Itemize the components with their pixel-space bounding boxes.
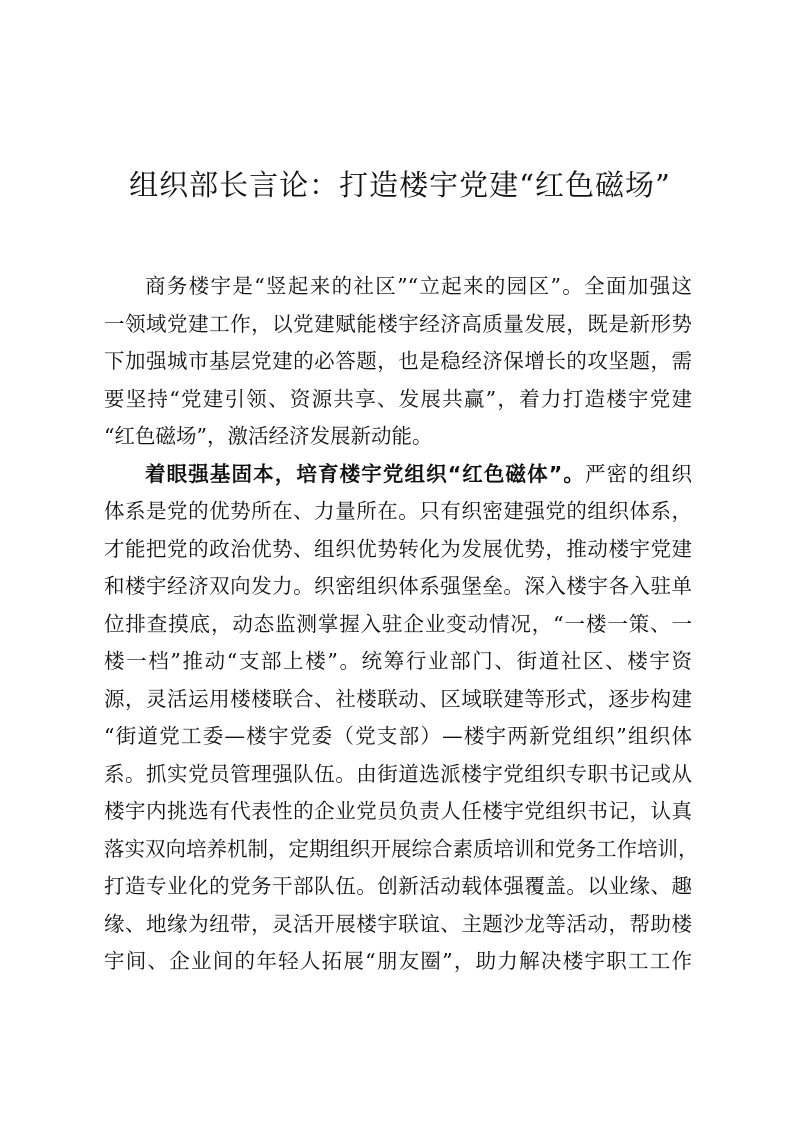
paragraph-1-line-3: 下加强城市基层党建的必答题，也是稳经济保增长的攻坚题，需 bbox=[104, 349, 692, 373]
paragraph-2-line-1 bbox=[104, 456, 692, 494]
document-body bbox=[104, 268, 699, 981]
paragraph-2-line-10: 楼宇内挑选有代表性的企业党员负责人任楼宇党组织书记，认真 bbox=[104, 799, 692, 823]
paragraph-1-line-2: 一领域党建工作，以党建赋能楼宇经济高质量发展，既是新形势 bbox=[104, 311, 692, 336]
paragraph-2-line-14: 宇间、企业间的年轻人拓展“朋友圈”，助力解决楼宇职工工作 bbox=[104, 949, 692, 973]
paragraph-2-line-12: 打造专业化的党务干部队伍。创新活动载体强覆盖。以业缘、趣 bbox=[104, 874, 692, 898]
paragraph-2-heading: 着眼强基固本，培育楼宇党组织“红色磁体”。 bbox=[145, 461, 586, 486]
paragraph-2-line-13: 缘、地缘为纽带，灵活开展楼宇联谊、主题沙龙等活动，帮助楼 bbox=[104, 911, 692, 936]
paragraph-2-line-4: 和楼宇经济双向发力。织密组织体系强堡垒。深入楼宇各入驻单 bbox=[104, 574, 692, 598]
paragraph-2 bbox=[104, 456, 699, 981]
paragraph-2-line-11: 落实双向培养机制，定期组织开展综合素质培训和党务工作培训， bbox=[104, 836, 699, 861]
paragraph-2-line-2: 体系是党的优势所在、力量所在。只有织密建强党的组织体系， bbox=[104, 499, 692, 523]
paragraph-2-line-6: 楼一档”推动“支部上楼”。统筹行业部门、街道社区、楼宇资 bbox=[104, 649, 692, 673]
paragraph-1-line-1: 商务楼宇是“竖起来的社区”“立起来的园区”。全面加强这 bbox=[145, 274, 692, 298]
paragraph-1 bbox=[104, 268, 692, 456]
document-title: 组织部长言论：打造楼宇党建“红色磁场” bbox=[129, 168, 671, 202]
paragraph-2-line-1-rest: 严密的组织 bbox=[585, 461, 693, 486]
paragraph-1-line-5: “红色磁场”，激活经济发展新动能。 bbox=[104, 424, 433, 448]
paragraph-2-line-5: 位排查摸底，动态监测掌握入驻企业变动情况，“一楼一策、一 bbox=[104, 611, 692, 636]
paragraph-2-line-7: 源，灵活运用楼楼联合、社楼联动、区域联建等形式，逐步构建 bbox=[104, 686, 692, 711]
paragraph-2-line-8: “街道党工委—楼宇党委（党支部）—楼宇两新党组织”组织体 bbox=[104, 724, 692, 748]
paragraph-1-line-4: 要坚持“党建引领、资源共享、发展共赢”，着力打造楼宇党建 bbox=[104, 386, 692, 411]
paragraph-2-line-9: 系。抓实党员管理强队伍。由街道选派楼宇党组织专职书记或从 bbox=[104, 761, 692, 786]
paragraph-2-line-3: 才能把党的政治优势、组织优势转化为发展优势，推动楼宇党建 bbox=[104, 536, 692, 561]
